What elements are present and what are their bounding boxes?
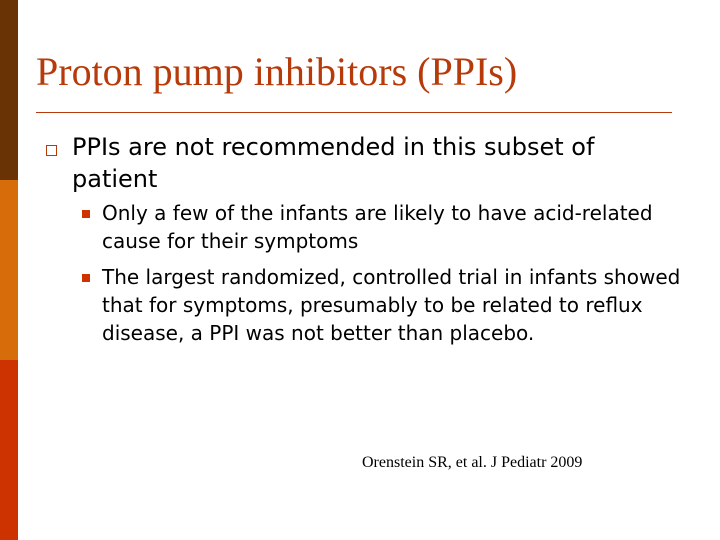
title-underline: [36, 112, 672, 113]
sub-bullet-item: [72, 199, 692, 255]
bullet-list: [44, 131, 684, 355]
filled-square-bullet-icon: [82, 210, 90, 218]
slide-title: Proton pump inhibitors (PPIs): [36, 49, 518, 94]
sub-bullet-text: The largest randomized, controlled trial in infants showed that for symptoms, presumably to be related to reflux disease, a PPI was not better than placebo.: [102, 265, 681, 345]
filled-square-bullet-icon: [82, 274, 90, 282]
left-bar-segment-bottom: [0, 360, 18, 540]
sub-bullet-list: [72, 199, 684, 347]
left-bar-segment-middle: [0, 180, 18, 360]
bullet-text: PPIs are not recommended in this subset of patient: [72, 133, 595, 193]
sub-bullet-item: [72, 263, 692, 347]
sub-bullet-text: Only a few of the infants are likely to have acid-related cause for their symptoms: [102, 201, 653, 253]
left-accent-bar: [0, 0, 18, 540]
hollow-square-bullet-icon: [46, 145, 57, 156]
left-bar-segment-top: [0, 0, 18, 180]
bullet-item: [44, 131, 684, 195]
citation: Orenstein SR, et al. J Pediatr 2009: [362, 454, 583, 471]
